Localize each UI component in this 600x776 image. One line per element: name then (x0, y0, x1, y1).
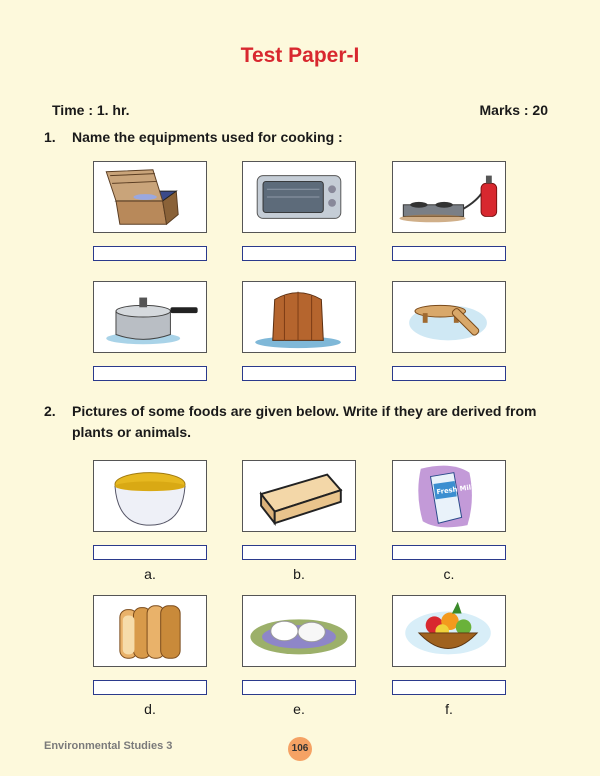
option-label-a: a. (144, 566, 156, 582)
clay-oven-icon (242, 281, 356, 353)
pressure-cooker-icon (93, 281, 207, 353)
question-text: Pictures of some foods are given below. Write if they are derived from plants or animals. (72, 403, 537, 440)
question-1 (44, 127, 542, 148)
answer-box-d[interactable] (93, 680, 207, 695)
gas-stove-icon (392, 161, 506, 233)
marks-label: Marks : 20 (479, 102, 548, 118)
question-number: 1. (44, 129, 56, 145)
answer-box-1[interactable] (93, 246, 207, 261)
question-number: 2. (44, 403, 56, 419)
answer-box-2[interactable] (242, 246, 356, 261)
answer-box-f[interactable] (392, 680, 506, 695)
answer-box-3[interactable] (392, 246, 506, 261)
option-label-e: e. (293, 701, 305, 717)
fruit-basket-icon (392, 595, 506, 667)
option-label-f: f. (445, 701, 453, 717)
answer-box-6[interactable] (392, 366, 506, 381)
milk-carton-label: Fresh Milk (436, 482, 477, 497)
butter-block-icon (242, 460, 356, 532)
time-label: Time : 1. hr. (52, 102, 130, 118)
option-label-b: b. (293, 566, 305, 582)
bread-loaf-icon (93, 595, 207, 667)
stove-box-icon (93, 161, 207, 233)
eggs-plate-icon (242, 595, 356, 667)
page-title: Test Paper-I (240, 44, 360, 67)
answer-box-5[interactable] (242, 366, 356, 381)
answer-box-4[interactable] (93, 366, 207, 381)
oven-icon (242, 161, 356, 233)
answer-box-a[interactable] (93, 545, 207, 560)
option-label-c: c. (443, 566, 455, 582)
page-number: 106 (288, 737, 312, 761)
question-2 (44, 401, 542, 443)
answer-box-e[interactable] (242, 680, 356, 695)
option-label-d: d. (144, 701, 156, 717)
answer-box-b[interactable] (242, 545, 356, 560)
question-text: Name the equipments used for cooking : (72, 129, 343, 145)
grain-bowl-icon (93, 460, 207, 532)
milk-carton-icon (392, 460, 506, 532)
book-title: Environmental Studies 3 (44, 740, 173, 752)
rolling-board-icon (392, 281, 506, 353)
answer-box-c[interactable] (392, 545, 506, 560)
